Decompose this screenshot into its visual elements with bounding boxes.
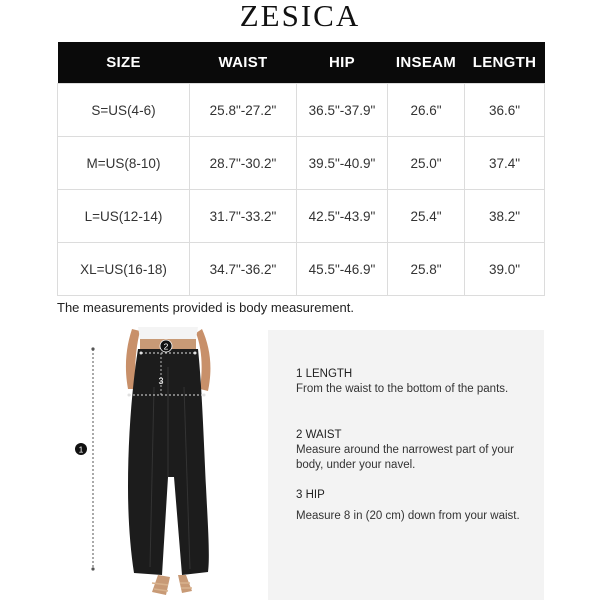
header-length: LENGTH: [465, 42, 545, 84]
cell-length: 39.0": [465, 243, 545, 296]
cell-hip: 36.5"-37.9": [297, 84, 388, 137]
model-figure: [70, 327, 240, 600]
cell-waist: 34.7"-36.2": [190, 243, 297, 296]
waist-end-left: [140, 352, 143, 355]
guide-hip-desc: Measure 8 in (20 cm) down from your waist.: [296, 510, 520, 522]
table-header-row: [58, 42, 545, 84]
cell-size: S=US(4-6): [58, 84, 190, 137]
cell-size: XL=US(16-18): [58, 243, 190, 296]
guide-hip: [296, 488, 536, 524]
cell-length: 38.2": [465, 190, 545, 243]
crop-top: [138, 327, 198, 339]
cell-size: M=US(8-10): [58, 137, 190, 190]
header-inseam: INSEAM: [388, 42, 465, 84]
cell-inseam: 25.8": [388, 243, 465, 296]
size-chart-table: [57, 42, 545, 296]
length-end-top: [91, 347, 94, 350]
guide-hip-title: 3 HIP: [296, 489, 325, 501]
cell-hip: 45.5"-46.9": [297, 243, 388, 296]
cell-waist: 25.8"-27.2": [190, 84, 297, 137]
cell-hip: 39.5"-40.9": [297, 137, 388, 190]
header-hip: HIP: [297, 42, 388, 84]
guide-length: [296, 367, 536, 397]
hip-end-left: [128, 394, 131, 397]
table-row: [58, 84, 545, 137]
cell-length: 37.4": [465, 137, 545, 190]
cell-inseam: 25.0": [388, 137, 465, 190]
cell-inseam: 26.6": [388, 84, 465, 137]
table-row: [58, 190, 545, 243]
header-waist: WAIST: [190, 42, 297, 84]
measurement-note: The measurements provided is body measurement.: [57, 300, 354, 315]
table-row: [58, 243, 545, 296]
marker-1-label: 1: [78, 444, 84, 455]
marker-2-label: 2: [163, 341, 169, 352]
cell-length: 36.6": [465, 84, 545, 137]
measurement-guide-panel: [268, 330, 544, 600]
cell-hip: 42.5"-43.9": [297, 190, 388, 243]
cell-waist: 31.7"-33.2": [190, 190, 297, 243]
guide-waist: [296, 428, 536, 473]
waist-end-right: [194, 352, 197, 355]
hip-end-right: [203, 394, 206, 397]
guide-length-title: 1 LENGTH: [296, 368, 353, 380]
header-size: SIZE: [58, 42, 190, 84]
table-row: [58, 137, 545, 190]
brand-logo: ZESICA: [239, 0, 361, 33]
guide-waist-desc: Measure around the narrowest part of your body, under your navel.: [296, 444, 514, 471]
length-end-bottom: [91, 567, 94, 570]
marker-3-label: 3: [158, 376, 164, 386]
cell-waist: 28.7"-30.2": [190, 137, 297, 190]
guide-length-desc: From the waist to the bottom of the pants.: [296, 383, 509, 395]
guide-waist-title: 2 WAIST: [296, 429, 342, 441]
feet: [152, 575, 192, 595]
cell-inseam: 25.4": [388, 190, 465, 243]
cell-size: L=US(12-14): [58, 190, 190, 243]
